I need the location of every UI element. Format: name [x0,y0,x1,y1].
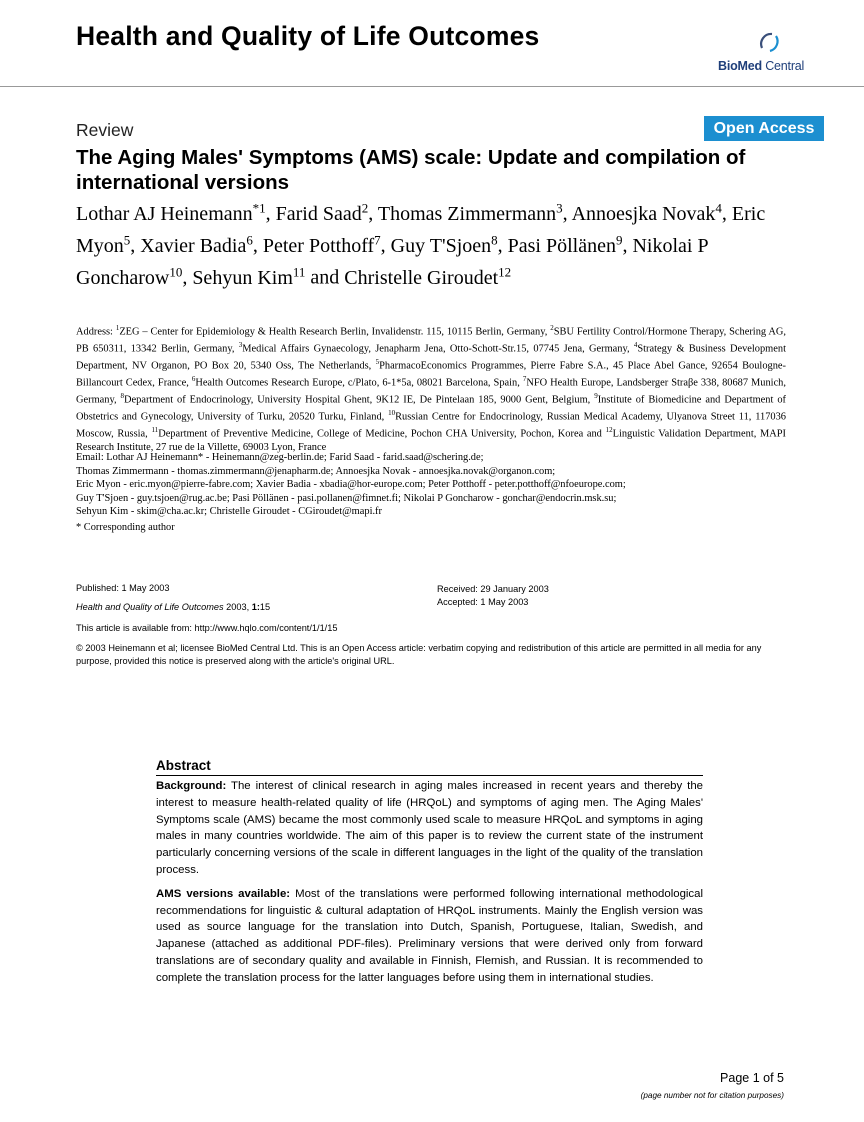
abstract-heading: Abstract [156,757,703,776]
abstract [156,757,703,987]
author-name: Lothar AJ Heinemann [76,202,253,225]
publisher-logo[interactable] [714,30,824,78]
author-conjunction: and [310,266,340,289]
address-block [76,322,786,455]
author-affiliation: 11 [292,263,306,279]
author [344,263,512,289]
author-affiliation: 2 [361,200,369,215]
address-number: 2 [550,324,554,332]
author-name: Sehyun Kim [192,266,293,289]
citation-volume: 1: [251,602,260,612]
citation [76,602,270,612]
address-text: Institute of Biomedicine and Department of Obstetrics and Gynecology, University of Turku, 20520 Turku, Finland, [76,394,786,423]
address-text: PharmacoEconomics Programmes, Pierre Fabre S.A., 45 Place Abel Gance, 92654 Boulogne-Billancourt Cedex, France, [76,360,786,389]
page-number-note: (page number not for citation purposes) [640,1091,784,1100]
abstract-section-label: Background: [156,780,227,792]
author-affiliation: 12 [498,263,512,279]
email-line: Sehyun Kim - skim@cha.ac.kr; Christelle Giroudet - CGiroudet@mapi.fr [76,506,382,518]
author-affiliation: 6 [246,231,253,247]
address-number: 12 [605,426,613,435]
address-number: 1 [115,324,120,332]
address-number: 5 [375,358,380,367]
citation-journal: Health and Quality of Life Outcomes [76,602,224,612]
author [192,263,306,289]
author-affiliation: 10 [169,263,183,279]
citation-article: 15 [259,602,271,612]
author-name: Eric Myon [76,202,766,257]
author-name: Christelle Giroudet [344,266,499,289]
abstract-background [156,778,703,879]
corresponding-author-note: * Corresponding author [76,522,175,533]
email-line: Email: Lothar AJ Heinemann* - Heinemann@zeg-berlin.de; Farid Saad - farid.saad@schering.de; [76,452,484,463]
author-affiliation: 5 [123,231,131,247]
author [275,200,369,225]
author [377,200,563,225]
address-text: SBU Fertility Control/Hormone Therapy, Schering AG, PB 650311, 13342 Berlin, Germany, [76,326,786,355]
author-name: Guy T'Sjoen [390,234,492,257]
author-name: Pasi Pöllänen [507,234,616,257]
abstract-section-text: Most of the translations were performed following international methodological recommendations for linguistic & cultural adaptation of HRQoL instruments. Mainly the English version was used as source language for the translation into Dutch, Spanish, Portuguese, Italian, Swedish, and Japanese (attached as additional PDF-files). Preliminary versions that were derived only from forward translations are of secondary quality and available in Finnish, Flemish, and Russian. It is recommended to complete the translation process for the latter languages before using them in international studies. [156,887,703,984]
publisher-name [718,59,804,73]
publisher-brand: BioMed [718,59,762,73]
address-text: Russian Centre for Endocrinology, Russian Medical Academy, Ulyanova Street 11, 117036 Moscow, Russia, [76,411,786,440]
copyright-notice: © 2003 Heinemann et al; licensee BioMed Central Ltd. This is an Open Access article: verbatim copying and redistribution of this article are permitted in all media for any purpose, provided this notice is preserved along with the article's original URL. [76,643,762,666]
author-name: Thomas Zimmermann [377,202,557,225]
publisher-suffix: Central [761,59,805,73]
author-name: Xavier Badia [140,234,247,257]
header-divider [0,86,864,87]
abstract-versions [156,886,703,987]
address-number: 9 [594,392,598,401]
author [507,231,623,257]
author [390,231,498,257]
email-line: Eric Myon - eric.myon@pierre-fabre.com; Xavier Badia - xbadia@hor-europe.com; Peter Potthoff - peter.potthoff@nfoeurope.com; [76,479,626,491]
abstract-section-label: AMS versions available: [156,887,291,900]
biomed-logo-icon [714,30,824,60]
journal-title: Health and Quality of Life Outcomes [76,21,540,51]
article-title: The Aging Males' Symptoms (AMS) scale: Update and compilation of international versions [76,146,746,194]
abstract-section-text: The interest of clinical research in aging males increased in recent years and thereby the interest to measure health-related quality of life (HRQoL) and symptoms of aging men. The Aging Males' Symptoms scale (AMS) became the most commonly used scale to measure HRQoL and symptoms in aging males in many countries worldwide. The aim of this paper is to review the current state of the instrument particularly concerning versions of the scale in different languages in the light of the quality of the translation process. [156,780,703,876]
address-text: Health Outcomes Research Europe, c/Plato, 6-1*5a, 08021 Barcelona, Spain, [195,377,520,389]
author-name: Farid Saad [275,202,362,225]
address-text: Department of Preventive Medicine, College of Medicine, Pochon CHA University, Pochon, Korea and [158,428,602,440]
email-block [76,451,786,519]
author-name: Nikolai P Goncharow [76,234,708,289]
address-number: 6 [191,375,196,384]
address-number: 11 [151,426,159,435]
address-text: Linguistic Validation Department, MAPI Research Institute, 27 rue de la Villette, 69003 Lyon, France [76,428,786,454]
author-affiliation: 9 [615,231,623,247]
email-line: Guy T'Sjoen - guy.tsjoen@rug.ac.be; Pasi Pöllänen - pasi.pollanen@fimnet.fi; Nikolai P Goncharow - gonchar@endocrin.msk.su; [76,492,617,504]
address-number: 3 [238,341,243,350]
published-date: Published: 1 May 2003 [76,583,170,593]
address-number: 8 [120,392,125,401]
author [571,200,722,225]
address-number: 7 [522,375,527,384]
address-text: ZEG – Center for Epidemiology & Health Research Berlin, Invalidenstr. 115, 10115 Berlin, Germany, [119,326,548,338]
author-list: Lothar AJ Heinemann$^{*1}$, Farid Saad$^2$, Thomas Zimmermann$^3$, Annoesjka Novak$^4$, Eric Myon$^5$, Xavier Badia$^6$, Peter Potthoff$^7$, Guy T'Sjoen$^8$, Pasi Pöllänen$^9$, Nikolai P Goncharow$^{10}$, Sehyun Kim$^{11}$ and Christelle Giroudet$^{12}$ [76,200,766,289]
author-name: Annoesjka Novak [571,202,716,225]
address-text: Strategy & Business Development Department, NV Organon, PO Box 20, 5340 Oss, The Netherlands, [76,343,786,372]
page-number: Page 1 of 5 [720,1071,784,1085]
author [140,231,253,257]
citation-year: 2003, [223,602,252,612]
open-access-badge: Open Access [704,116,824,141]
address-number: 10 [388,409,396,418]
author-affiliation: 8 [491,231,498,247]
address-number: 4 [633,341,638,350]
email-line: Thomas Zimmermann - thomas.zimmermann@jenapharm.de; Annoesjka Novak - annoesjka.novak@organon.com; [76,465,556,477]
author-affiliation: 3 [556,200,563,215]
author-affiliation: 7 [374,231,381,247]
author-affiliation: *1 [252,200,266,215]
address-text: Medical Affairs Gynaecology, Jenapharm Jena, Otto-Schott-Str.15, 07745 Jena, Germany, [242,343,630,355]
article-url[interactable]: This article is available from: http://www.hqlo.com/content/1/1/15 [76,623,338,633]
author [76,200,266,225]
section-label: Review [76,120,134,140]
author [262,231,381,257]
received-accepted [437,583,549,608]
address-label: Address: [76,326,113,338]
author-name: Peter Potthoff [262,234,375,257]
address-text: Department of Endocrinology, University Hospital Ghent, 9K12 IE, De Pintelaan 185, 9000 Gent, Belgium, [124,394,591,406]
accepted-date: Accepted: 1 May 2003 [437,596,529,607]
author-affiliation: 4 [715,200,722,215]
address-text: NFO Health Europe, Landsberger Straβe 338, 80687 Munich, Germany, [76,377,786,406]
received-date: Received: 29 January 2003 [437,584,549,594]
